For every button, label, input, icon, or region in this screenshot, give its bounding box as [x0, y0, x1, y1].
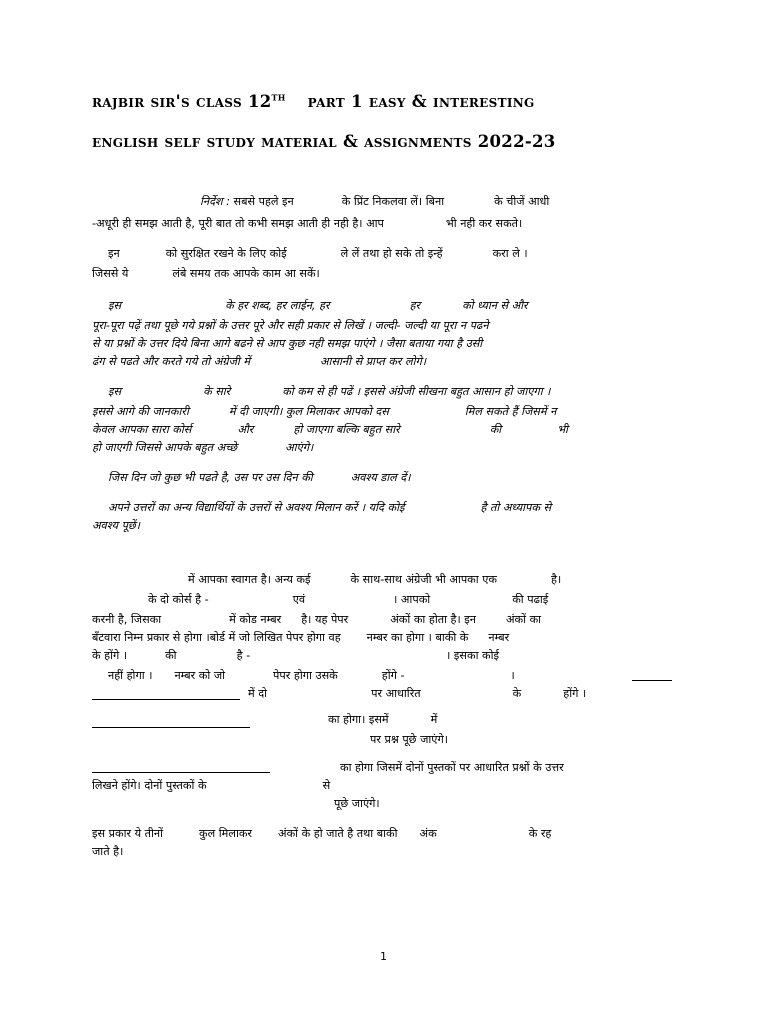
- p7-k: अंकों का होता है। इन: [390, 613, 476, 626]
- p7-s: । इसका कोई: [446, 649, 500, 662]
- p4-i: हो जाएगा बल्कि बहुत सारे: [293, 423, 400, 436]
- para4-line4: [92, 442, 313, 453]
- p4-c: को कम से ही पढें । इससे अंग्रेजी सीखना बहुत आसान हो जाएगा ।: [282, 385, 551, 398]
- title-sup: TH: [271, 92, 286, 103]
- p6-a: अपने उत्तरों का अन्य विद्यार्थियों के उत्तरों से अवश्य मिलान करें । यदि कोई: [108, 501, 405, 514]
- page-title-line-2: english self study material & assignments 2022-23: [92, 132, 556, 151]
- p4-f: मिल सकते हैं जिसमें न: [464, 405, 557, 418]
- p2-e: जिससे ये: [92, 267, 129, 280]
- p7-d: के दो कोर्स है -: [148, 593, 209, 606]
- para7-line4: [92, 632, 509, 643]
- p7-q: की: [165, 649, 177, 662]
- para5-line1: [108, 472, 411, 483]
- page-title-line-1: [92, 92, 535, 111]
- p7-ae: लिखने होंगे। दोनों पुस्तकों के: [92, 779, 207, 792]
- para4-line1: [108, 386, 550, 397]
- p2-b: को सुरक्षित रखने के लिए कोई: [165, 247, 287, 260]
- p2-d: करा ले ।: [492, 247, 528, 260]
- para3-line1: [108, 300, 528, 311]
- blank-line: [92, 727, 250, 728]
- p4-b: के सारे: [203, 385, 231, 398]
- p7-z: पर आधारित: [371, 687, 421, 700]
- page-number: 1: [380, 950, 387, 963]
- p1-c: के प्रिंट निकलवा लें। बिना: [341, 195, 445, 208]
- p4-e: में दी जाएगी। कुल मिलाकर आपको दस: [228, 405, 389, 418]
- p7-u: नम्बर को जो: [174, 669, 226, 682]
- para7-line9: पर प्रश्न पूछे जाएंगे।: [370, 733, 448, 746]
- p7-l: अंकों का: [506, 613, 542, 626]
- p7-ad: में: [430, 713, 438, 726]
- p7-ak: के रह: [528, 827, 552, 840]
- p7-af: से: [322, 779, 331, 792]
- para7-line12: पूछे जाएंगे।: [334, 797, 380, 810]
- para7-line14: जाते है।: [92, 845, 124, 858]
- para4-line3: [92, 424, 568, 435]
- p7-f: । आपको: [393, 593, 431, 606]
- para6-line1: [108, 502, 551, 513]
- para3-line2: पूरा-पूरा पढ़ें तथा पूछे गये प्रश्नों के उत्तर पूरे और सही प्रकार से लिखें । जल्दी- जल्दी या पूरा न पढने: [92, 319, 489, 332]
- p3-b: के हर शब्द, हर लाईन, हर: [225, 299, 330, 312]
- p4-l: हो जाएगी जिससे आपके बहुत अच्छे: [92, 441, 238, 454]
- p1-d: के चीजें आधी: [494, 195, 550, 208]
- para7-line3: [92, 614, 541, 625]
- p4-d: इससे आगे की जानकारी: [92, 405, 189, 418]
- p2-c: ले लें तथा हो सके तो इन्हें: [340, 247, 443, 260]
- p7-y: में दो: [248, 687, 268, 700]
- p4-j: की: [489, 423, 502, 436]
- p2-a: इन: [108, 247, 120, 260]
- p7-ah: कुल मिलाकर: [199, 827, 253, 840]
- p7-g: की पढाई: [512, 593, 549, 606]
- para7-line8: [328, 714, 437, 725]
- para7-line11: [92, 780, 330, 791]
- p3-f: आसानी से प्राप्त कर लोगे।: [320, 355, 427, 368]
- para7-line1: [188, 574, 561, 585]
- title-class: rajbir sir's class 12: [92, 92, 272, 111]
- p3-a: इस: [108, 299, 122, 312]
- p7-aa: के: [512, 687, 522, 700]
- title-part: part 1 easy & interesting: [307, 92, 535, 111]
- p3-c: हर: [409, 299, 421, 312]
- para3-line3: से या प्रश्नों के उत्तर दिये बिना आगे बढने से आप कुछ नही समझ पाएंगे । जैसा बताया गया है उसी: [92, 337, 483, 350]
- para6-line2: अवश्य पूछें।: [92, 519, 141, 532]
- p7-b: के साथ-साथ अंग्रेजी भी आपका एक: [350, 573, 498, 586]
- p4-h: और: [237, 423, 254, 436]
- para1-line2: [92, 218, 522, 229]
- p7-aj: अंक: [419, 827, 437, 840]
- p1-f: भी नही कर सकते।: [445, 217, 523, 230]
- blank-line: [92, 699, 240, 700]
- para1-line1: [200, 196, 549, 207]
- para7-line7: [248, 688, 586, 699]
- p7-i: में कोड नम्बर: [229, 613, 282, 626]
- p1-a: निर्देश :: [200, 195, 230, 208]
- p7-t: नहीं होगा ।: [108, 669, 153, 682]
- para7-line5: [92, 650, 499, 661]
- para2-line1: [108, 248, 528, 259]
- para4-line2: [92, 406, 556, 417]
- p1-e: -अधूरी ही समझ आती है, पूरी बात तो कभी समझ आती ही नही है। आप: [92, 217, 384, 230]
- p7-a: में आपका स्वागत है। अन्य कई: [188, 573, 311, 586]
- p7-h: करनी है, जिसका: [92, 613, 162, 626]
- p1-b: सबसे पहले इन: [233, 195, 294, 208]
- p4-k: भी: [557, 423, 568, 436]
- p7-j: है। यह पेपर: [301, 613, 349, 626]
- p7-x: ।: [510, 669, 515, 682]
- p3-e: ढंग से पढते और करते गये तो अंग्रेजी में: [92, 355, 251, 368]
- p6-b: है तो अध्यापक से: [480, 501, 552, 514]
- para7-line13: [92, 828, 551, 839]
- p7-w: होंगे -: [381, 669, 405, 682]
- p7-o: नम्बर: [488, 631, 510, 644]
- p7-r: है -: [236, 649, 251, 662]
- para3-line4: [92, 356, 426, 367]
- p7-ac: का होगा। इसमें: [328, 713, 389, 726]
- p7-m: बँटवारा निम्न प्रकार से होगा ।बोर्ड में जो लिखित पेपर होगा वह: [92, 631, 341, 644]
- blank-line: [632, 680, 672, 681]
- para7-line2: [148, 594, 548, 605]
- p3-d: को ध्यान से और: [462, 299, 528, 312]
- p5-a: जिस दिन जो कुछ भी पढते है, उस पर उस दिन की: [108, 471, 313, 484]
- p7-p: के होंगे ।: [92, 649, 128, 662]
- para7-line10: का होगा जिसमें दोनों पुस्तकों पर आधारित प्रश्नों के उत्तर: [340, 761, 564, 774]
- p7-v: पेपर होगा उसके: [273, 669, 338, 682]
- p7-ai: अंकों के हो जाते है तथा बाकी: [278, 827, 398, 840]
- p7-n: नम्बर का होगा । बाकी के: [366, 631, 469, 644]
- p7-ag: इस प्रकार ये तीनों: [92, 827, 164, 840]
- p4-a: इस: [108, 385, 122, 398]
- blank-line: [92, 772, 270, 773]
- p4-m: आएंगे।: [285, 441, 314, 454]
- p7-c: है।: [551, 573, 562, 586]
- p5-b: अवश्य डाल दें।: [350, 471, 411, 484]
- p7-ab: होंगे ।: [563, 687, 587, 700]
- para7-line6: [108, 670, 515, 681]
- para2-line2: [92, 268, 320, 279]
- p2-f: लंबे समय तक आपके काम आ सकें।: [172, 267, 320, 280]
- p7-e: एवं: [292, 593, 306, 606]
- p4-g: केवल आपका सारा कोर्स: [92, 423, 192, 436]
